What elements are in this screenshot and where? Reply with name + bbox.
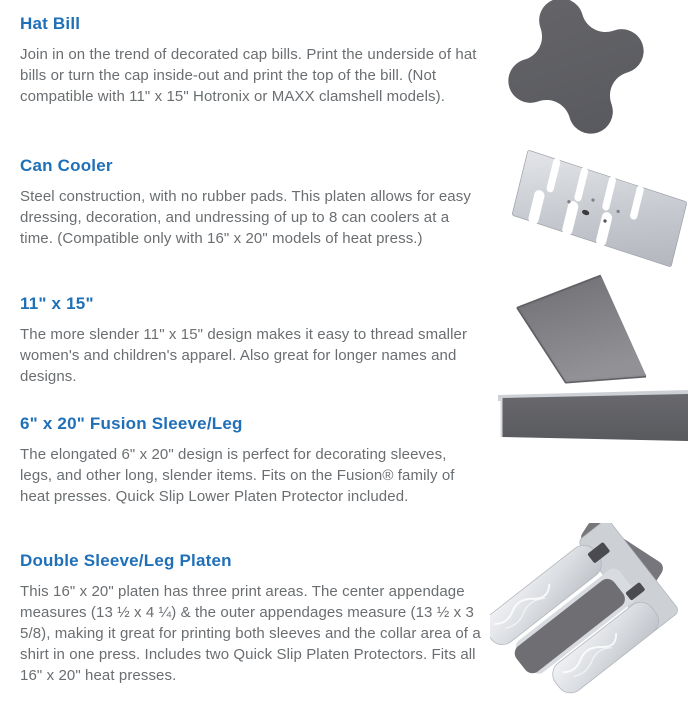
section-can-cooler	[20, 156, 482, 249]
section-heading-hat-bill: Hat Bill	[20, 14, 81, 33]
11x15-platen-photo	[490, 265, 700, 392]
section-description-double-sleeve: This 16" x 20" platen has three print areas. The center appendage measures (13 ½ x 4 ¼) & the outer appendages measure (13 ½ x 3 5/8), making it great for printing both sleeves and the collar area of a shirt in one press. Includes two Quick Slip Platen Protectors. Fits all 16" x 20" heat presses.	[20, 583, 481, 684]
section-heading-6x20: 6" x 20" Fusion Sleeve/Leg	[20, 414, 243, 433]
section-6x20-fusion-sleeve-leg	[20, 414, 482, 507]
section-11x15	[20, 294, 482, 387]
double-sleeve-assembly	[490, 523, 680, 700]
section-description-11x15: The more slender 11" x 15" design makes it easy to thread smaller women's and children's apparel. Also great for longer names and designs.	[20, 326, 468, 385]
section-description-hat-bill: Join in on the trend of decorated cap bills. Print the underside of hat bills or turn the cap inside-out and print the top of the bill. (Not compatible with 11" x 15" Hotronix or MAXX clamshell models).	[20, 46, 477, 105]
double-sleeve-platen-photo	[490, 523, 700, 705]
section-heading-can-cooler: Can Cooler	[20, 156, 113, 175]
can-cooler-platen-photo	[490, 140, 700, 281]
section-hat-bill	[20, 14, 482, 107]
section-heading-11x15: 11" x 15"	[20, 294, 94, 313]
6x20-bar-shape	[498, 390, 688, 441]
hat-bill-platen-shape	[495, 0, 664, 135]
11x15-pad-shape	[518, 276, 646, 382]
section-description-can-cooler: Steel construction, with no rubber pads. This platen allows for easy dressing, decoration, and undressing of up to 8 can coolers at a time. (Compatible only with 16" x 20" models of heat press.)	[20, 188, 471, 247]
hat-bill-platen-photo	[495, 0, 695, 140]
6x20-sleeve-platen-photo	[495, 388, 695, 451]
section-double-sleeve-leg	[20, 551, 482, 686]
can-cooler-plate-shape	[511, 149, 687, 269]
section-heading-double-sleeve: Double Sleeve/Leg Platen	[20, 551, 232, 570]
section-description-6x20: The elongated 6" x 20" design is perfect for decorating sleeves, legs, and other long, slender items. Fits on the Fusion® family of heat presses. Quick Slip Lower Platen Protector included.	[20, 446, 455, 505]
